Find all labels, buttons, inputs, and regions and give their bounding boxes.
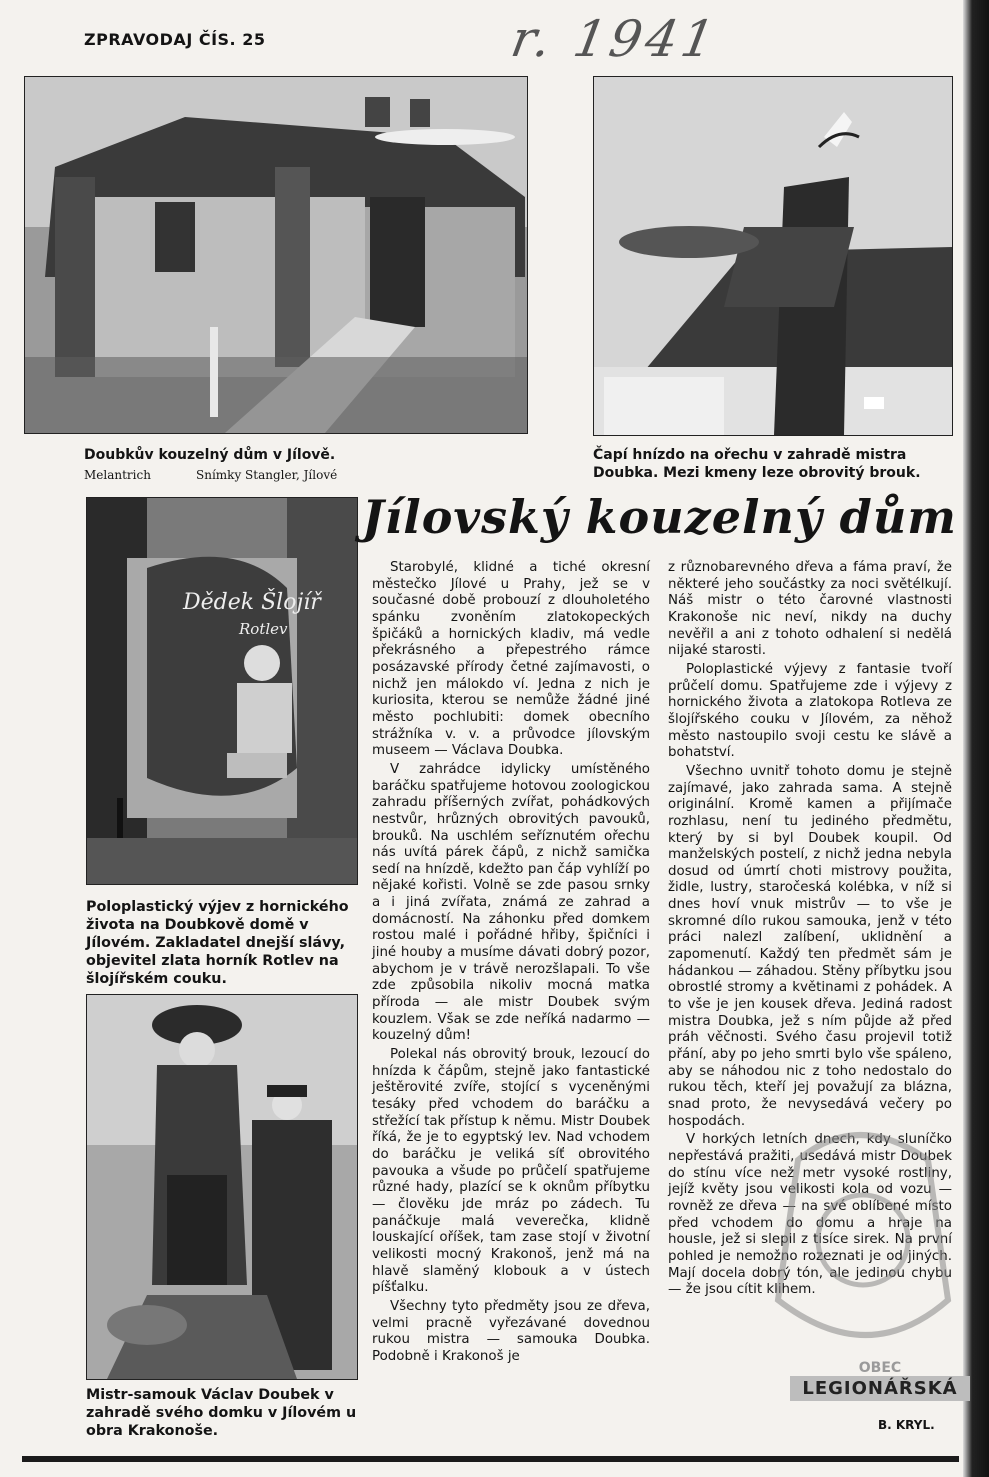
col2-paragraph: V horkých letních dnech, kdy sluníčko nepřestává pražiti, usedává mistr Doubek do stínu více než metr vysoké rostliny, jejíž květy jsou velikosti kola od vozu — rovněž ze dřeva — na své oblíbené místo před vchodem do domu a hraje na housle, jež si slepil z tisíce sirek. Na první pohled je nemožno rozeznati je od jiných. Mají docela dobrý tón, ale jedinou chybu — že jsou cítit klihem. [668, 1132, 952, 1298]
statue-caption: Mistr-samouk Václav Doubek v zahradě svého domku v Jílovém u obra Krakonoše. [86, 1387, 357, 1439]
statue-photo [86, 994, 358, 1380]
stamp-text [790, 1360, 970, 1401]
col2-paragraph: Poloplastické výjevy z fantasie tvoří průčelí domu. Spatřujeme zde i výjevy z hornického života a zlatokopa Rotleva ze šlojířského couku v Jílovém, za něhož město nastoupilo svoji cestu ke slávě a bohatství. [668, 661, 952, 761]
house-photo [24, 76, 528, 434]
relief-wall-text-1: Dědek Šlojíř [183, 590, 321, 615]
stork-caption: Čapí hnízdo na ořechu v zahradě mistra Doubka. Mezi kmeny leze obrovitý brouk. [593, 447, 921, 481]
col1-paragraph: Polekal nás obrovitý brouk, lezoucí do hnízda k čápům, stejně jako fantastické ještěrovité zvíře, stojící s vyceněnými tesáky před vchodem do baráčku a střežící tak přístup k němu. Mistr Doubek říká, že je to egyptský lev. Nad vchodem do baráčku je veliká síť obrovitého pavouka a všude po průčelí spatřujeme různé hady, plazící se k oknům příbytku — člověku jde mráz po zádech. Tu panáčkuje malá veverečka, klidně louskající oříšek, tam zase stojí v životní velikosti mocný Krakonoš, jenž má na hlavě slaměný klobouk a v ústech píšťalku. [372, 1047, 650, 1296]
article-byline: B. KRYL. [878, 1418, 935, 1432]
relief-photo [86, 497, 358, 885]
article-column-1 [372, 560, 650, 1366]
article-headline: Jílovský kouzelný dům [362, 490, 957, 544]
col1-paragraph: Všechny tyto předměty jsou ze dřeva, velmi pracně vyřezávané dovednou rukou mistra — samouka Doubka. Podobně i Krakonoš je [372, 1298, 650, 1364]
house-caption: Doubkův kouzelný dům v Jílově. [84, 447, 336, 463]
bottom-rule [22, 1456, 959, 1462]
col1-paragraph: V zahrádce idylicky umístěného baráčku spatřujeme hotovou zoologickou zahradu příšerných zvířat, pohádkových nestvůr, hrůzných obrovitých pavouků, brouků. Na uschlém seříznutém ořechu nás uvítá párek čápů, z nichž samička sedí na hnízdě, kdežto pan čáp vyhlíží po nějaké kořisti. Volně se zde pasou srnky a i jiná zvířata, známá ze zahrad a domácností. Na záhonku před domkem rostou malé i pořádné hřiby, špičníci i jiné houby a musíme dávati dobrý pozor, abychom je v trávě nerozšlapali. To vše zde způsobila nikoliv mocná matka příroda — ale mistr Doubek svým kouzlem. Však se zde neříká nadarmo — kouzelný dům! [372, 761, 650, 1044]
stork-photo [593, 76, 953, 436]
relief-wall-text-2: Rotlev [239, 620, 288, 638]
stamp-line-2: LEGIONÁŘSKÁ [790, 1376, 970, 1401]
house-credit-left: Melantrich [84, 468, 151, 482]
relief-caption: Poloplastický výjev z hornického života na Doubkově domě v Jílovém. Zakladatel dnejší slávy, objevitel zlata horník Rotlev na šlojířském couku. [86, 899, 349, 987]
house-credit-right: Snímky Stangler, Jílové [196, 468, 338, 482]
stamp-line-1: OBEC [858, 1360, 902, 1376]
col1-paragraph: Starobylé, klidné a tiché okresní městečko Jílové u Prahy, jež se v současné době probouzí z dlouholetého spánku zvoněním zlatokopeckých špičáků a hornických kladiv, má vedle překrásného a přepestrého rámce posázavské přírody četné zajímavosti, o nichž jen málokdo ví. Jedna z nich je kuriosita, kterou se nemůže žádné jiné město pochlubiti: domek obecního strážníka v. v. a průvodce jílovským museem — Václava Doubka. [372, 560, 650, 759]
col2-paragraph: z různobarevného dřeva a fáma praví, že některé jeho součástky za noci světélkují. Náš mistr o této čarovné vlastnosti Krakonoše nic neví, nikdy na duchy nevěřil a ani z tohoto odhalení si nedělá nijaké starosti. [668, 560, 952, 659]
col2-paragraph: Všechno uvnitř tohoto domu je stejně zajímavé, jako zahrada sama. A stejně originální. Kromě kamen a přijímače rozhlasu, není tu jediného předmětu, který by si byl Doubek koupil. Od manželských postelí, z nichž jedna nebyla dosud od úmrtí choti mistrovy použita, židle, lustry, staročeská kolébka, v níž si dnes hoví vnuk mistrův — to vše je skromné dílo rukou samouka, jenž v této práci nalezl zalíbení, uklidnění a zapomenutí. Každý ten předmět sám je hádankou — záhadou. Stěny příbytku jsou obrostlé stromy a květinami z pohádek. A to vše je jen kousek dřeva. Jediná radost mistra Doubka, jež s ním půjde až před práh věčnosti. Svého času projevil totiž přání, aby po jeho smrti bylo vše spáleno, aby se náhodou nic z toho nedostalo do rukou těch, kteří jej považují za blázna, snad proto, že nevysedává večery po hospodách. [668, 763, 952, 1129]
handwritten-year: r. 1941 [506, 10, 723, 68]
issue-header: ZPRAVODAJ ČÍS. 25 [84, 30, 266, 49]
